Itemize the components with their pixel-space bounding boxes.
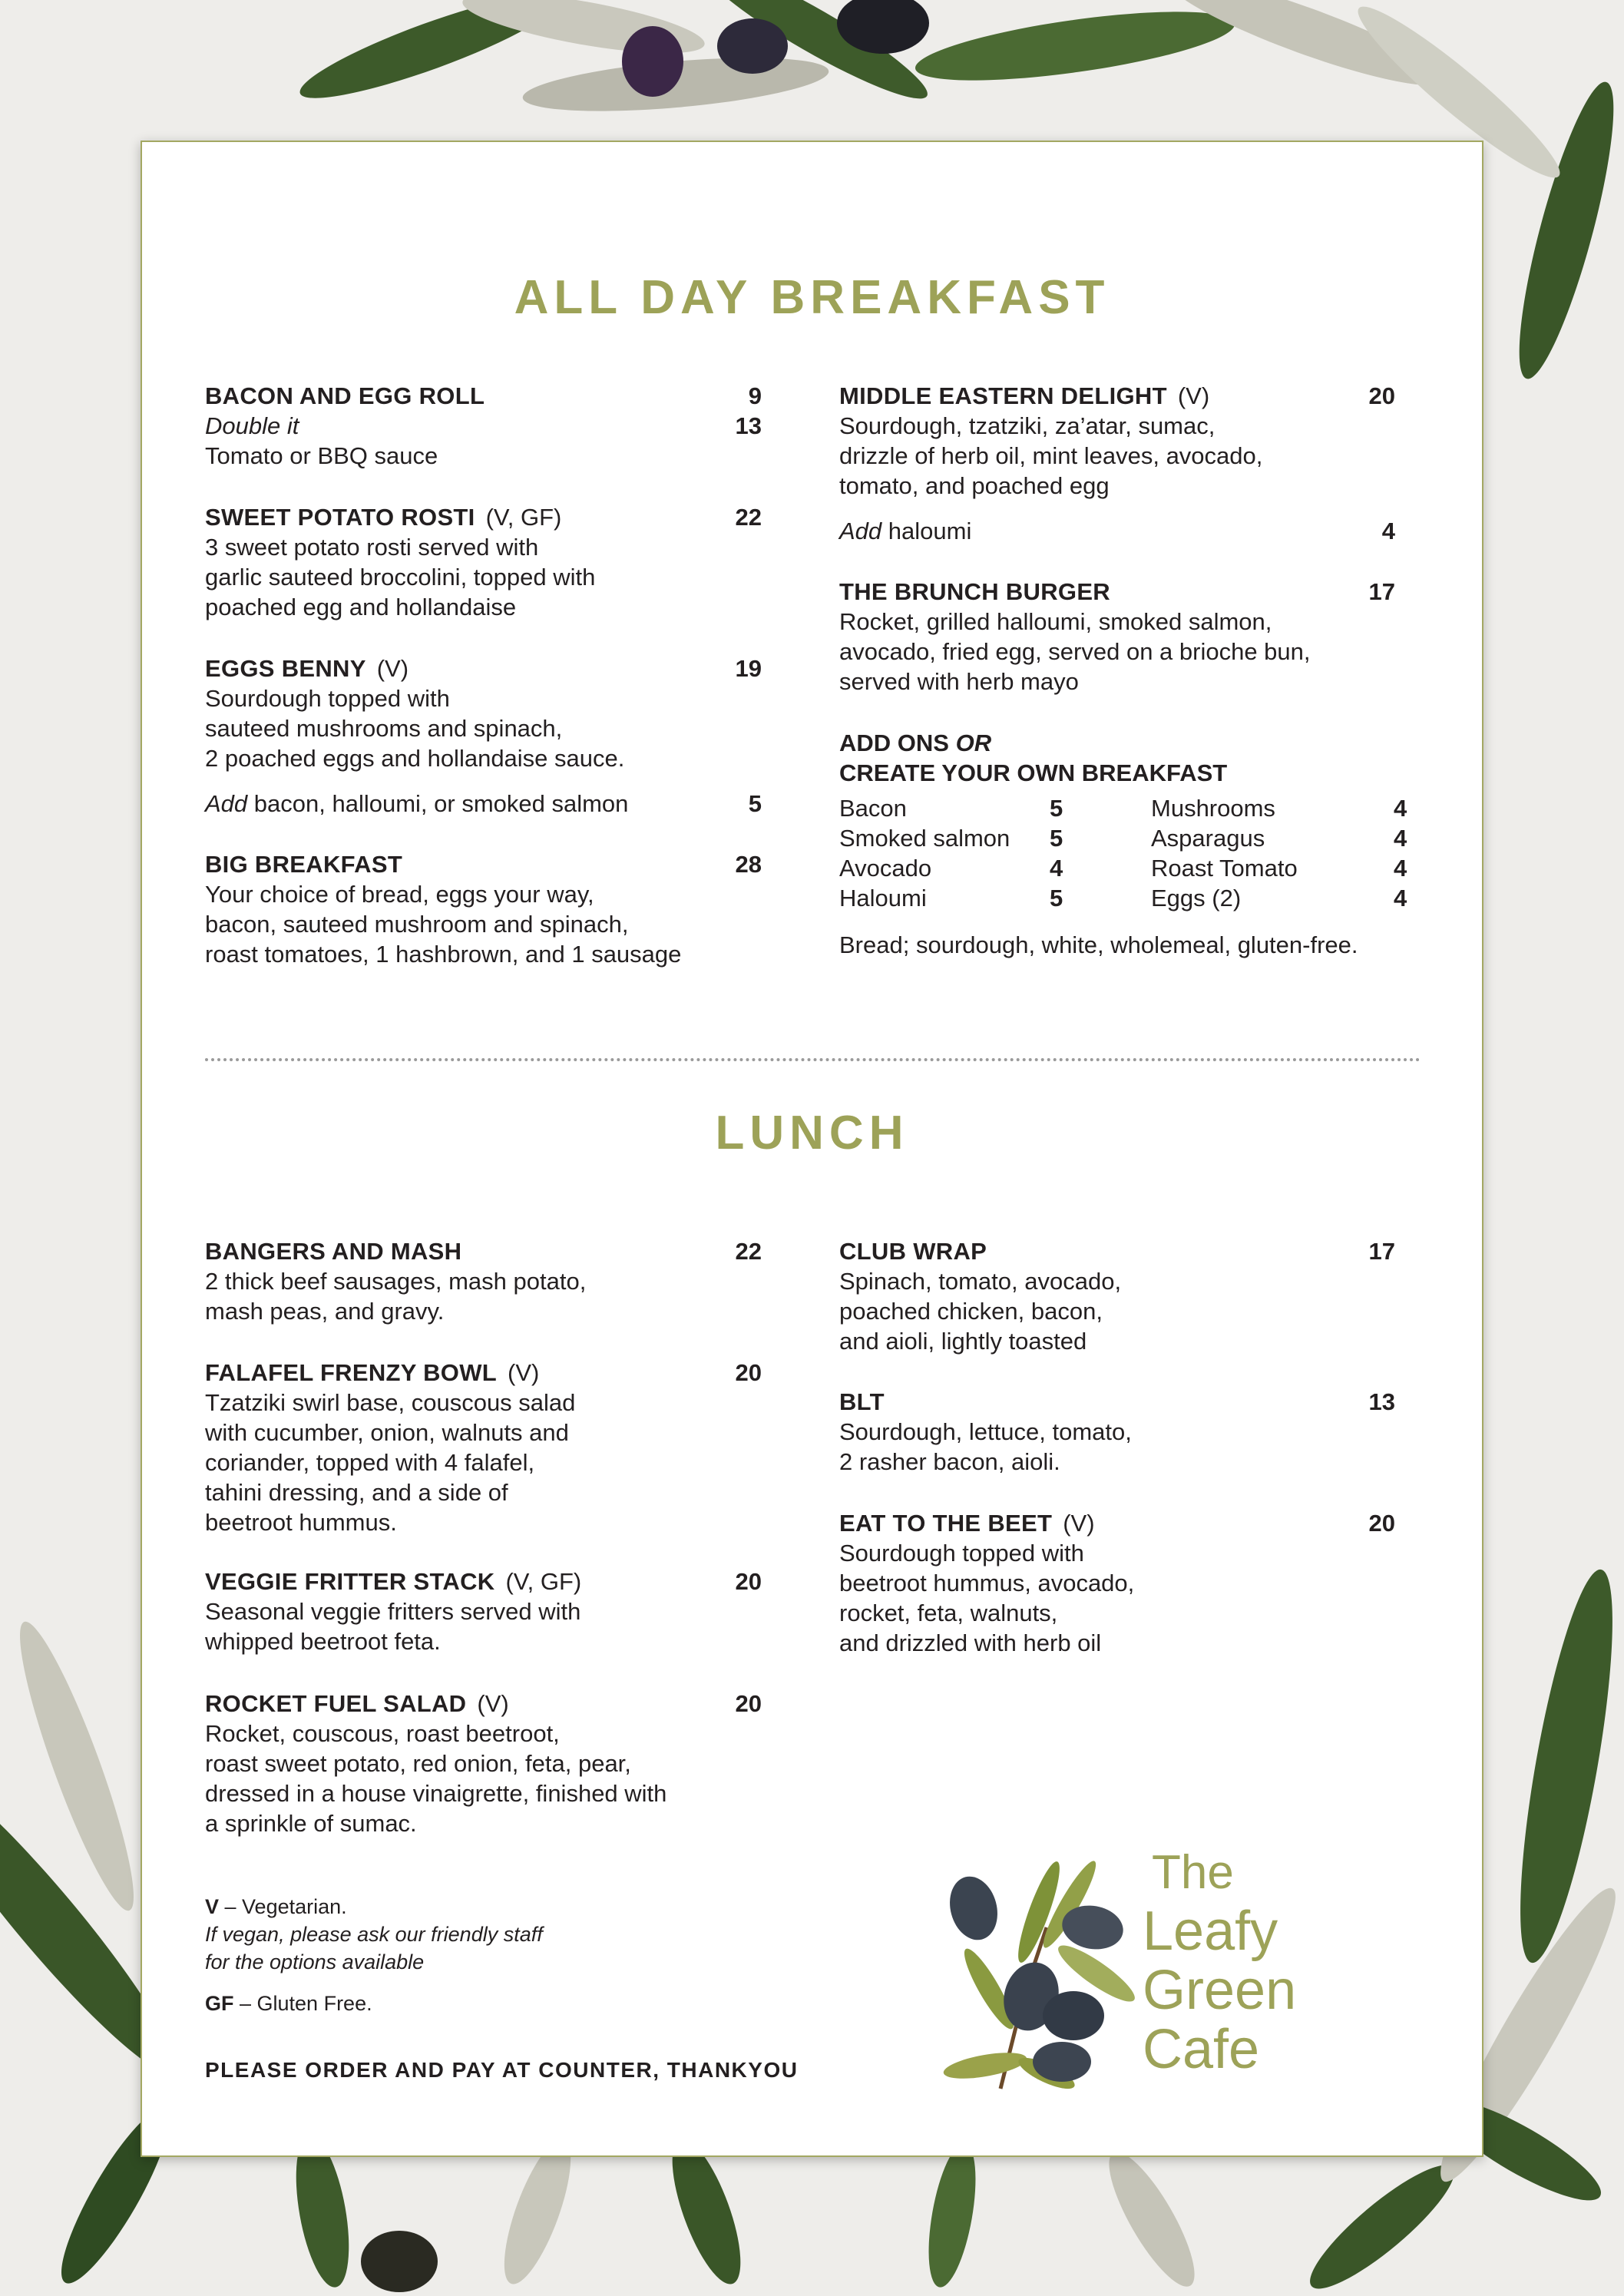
item-variant [205,411,762,441]
item-description-line: served with herb mayo [839,668,1079,695]
variant-price: 13 [735,412,762,439]
item-name: BACON AND EGG ROLL [205,382,485,409]
addon-label: Bacon [839,795,907,822]
addon-price: 4 [1050,855,1063,882]
item-description-line: Rocket, couscous, roast beetroot, [205,1720,560,1747]
item-name: FALAFEL FRENZY BOWL [205,1359,497,1386]
item-description-line: a sprinkle of sumac. [205,1810,417,1837]
olive-leaf-decoration [911,0,1238,94]
addon-price: 5 [1050,885,1063,911]
item-description-line: avocado, fried egg, served on a brioche bun, [839,638,1311,665]
item-header [205,502,762,532]
logo-wordmark [1143,1843,1296,2079]
item-price: 28 [735,851,762,878]
vegan-note-1: If vegan, please ask our friendly staff [205,1923,543,1946]
item-description-line: Your choice of bread, eggs your way, [205,881,594,908]
addons-row [839,853,1407,883]
item-price: 20 [1368,1510,1395,1537]
addons-title-b: CREATE YOUR OWN BREAKFAST [839,759,1228,786]
menu-item [839,1387,1395,1477]
add-prefix: Add [839,518,882,544]
item-price: 22 [735,504,762,531]
olive-leaf-decoration [717,18,788,74]
gf-text: – Gluten Free. [233,1992,372,2015]
v-key: V [205,1895,220,1918]
item-price: 17 [1368,1238,1395,1265]
item-header [839,381,1395,411]
item-title [839,1508,1095,1538]
item-add-on [205,789,762,819]
olive-leaf-decoration [920,2140,984,2291]
addon-label: Asparagus [1151,825,1265,852]
item-price: 17 [1368,578,1395,605]
addons-row [839,793,1407,823]
item-dietary-tags: (V) [376,655,409,682]
item-header [205,849,762,879]
olive-branch-icon [931,1843,1146,2096]
addon-label: Haloumi [839,885,927,911]
item-description-line: 3 sweet potato rosti served with [205,534,539,561]
item-description-line: poached egg and hollandaise [205,594,517,620]
menu-item [205,502,762,622]
item-price: 20 [1368,382,1395,409]
item-description-line: poached chicken, bacon, [839,1298,1103,1325]
section-divider [205,1058,1421,1061]
item-description-line: bacon, sauteed mushroom and spinach, [205,911,629,938]
addon-label: Mushrooms [1151,795,1275,822]
item-price: 9 [748,382,762,409]
menu-item [839,1236,1395,1356]
item-title [205,653,408,683]
olive-leaf-decoration [1095,2142,1209,2296]
item-description-line: tomato, and poached egg [839,472,1110,499]
vegan-note-2: for the options available [205,1950,425,1973]
menu-item [839,381,1395,546]
menu-item [205,849,762,969]
item-name: BIG BREAKFAST [205,851,403,878]
order-note: PLEASE ORDER AND PAY AT COUNTER, THANKYOU [205,2058,799,2082]
item-title [205,381,485,411]
item-name: MIDDLE EASTERN DELIGHT [839,382,1167,409]
item-price: 22 [735,1238,762,1265]
item-description-line: Sourdough, lettuce, tomato, [839,1418,1132,1445]
item-price: 13 [1368,1388,1395,1415]
addon-price: 5 [1050,795,1063,822]
addons-title-a: ADD ONS [839,729,956,756]
addons-title-or: OR [955,729,992,756]
item-name: BLT [839,1388,885,1415]
item-dietary-tags: (V, GF) [505,1568,582,1595]
item-description-line: Sourdough topped with [839,1540,1084,1567]
item-description-line: Sourdough topped with [205,685,450,712]
logo-cafe: Cafe [1143,2019,1260,2080]
item-header [205,653,762,683]
item-name: VEGGIE FRITTER STACK [205,1568,495,1595]
gluten-free-key [205,1990,372,2017]
item-header [205,1567,762,1596]
addon-price: 4 [1394,855,1407,882]
menu-item [839,1508,1395,1658]
bread-options: Bread; sourdough, white, wholemeal, gluten-free. [839,931,1358,958]
cafe-logo [931,1843,1361,2096]
item-title [839,1387,885,1417]
item-header [205,381,762,411]
item-price: 19 [735,655,762,682]
add-prefix: Add [205,790,248,817]
item-description-line: roast tomatoes, 1 hashbrown, and 1 sausage [205,941,682,968]
olive-leaf-decoration [622,26,683,97]
addon-price: 5 [1050,825,1063,852]
item-title [205,849,402,879]
item-description-line: and aioli, lightly toasted [839,1328,1087,1355]
add-text: bacon, halloumi, or smoked salmon [247,790,629,817]
item-description-line: Seasonal veggie fritters served with [205,1598,581,1625]
olive-leaf-decoration [361,2231,438,2292]
item-description-line: tahini dressing, and a side of [205,1479,508,1506]
addons-row [839,823,1407,853]
logo-leafy: Leafy [1143,1901,1278,1962]
item-name: EGGS BENNY [205,655,366,682]
add-on-text [205,789,628,819]
add-on-price: 5 [748,790,762,817]
addon-price: 4 [1394,885,1407,911]
item-name: BANGERS AND MASH [205,1238,462,1265]
menu-item [205,653,762,819]
item-description-line: dressed in a house vinaigrette, finished with [205,1780,667,1807]
addons-table [839,793,1407,913]
menu-item [205,381,762,471]
item-header [839,1387,1395,1417]
breakfast-heading: ALL DAY BREAKFAST [514,271,1110,324]
gf-key: GF [205,1992,234,2015]
item-dietary-tags: (V) [508,1359,540,1386]
item-dietary-tags: (V) [1063,1510,1095,1537]
item-name: ROCKET FUEL SALAD [205,1690,467,1717]
item-description-line: drizzle of herb oil, mint leaves, avocado, [839,442,1263,469]
item-description-line: sauteed mushrooms and spinach, [205,715,563,742]
logo-the: The [1152,1846,1234,1899]
item-dietary-tags: (V) [477,1690,509,1717]
item-header [839,1508,1395,1538]
item-title [839,381,1209,411]
addon-label: Smoked salmon [839,825,1010,852]
add-text: haloumi [881,518,972,544]
item-price: 20 [735,1359,762,1386]
item-description-line: roast sweet potato, red onion, feta, pear, [205,1750,631,1777]
item-description-line: Tomato or BBQ sauce [205,442,438,469]
item-header [205,1236,762,1266]
item-description-line: and drizzled with herb oil [839,1629,1102,1656]
item-description-line: coriander, topped with 4 falafel, [205,1449,535,1476]
menu-item [205,1689,762,1838]
item-description-line: garlic sauteed broccolini, topped with [205,564,596,591]
addons-title [839,728,1227,788]
item-title [839,577,1110,607]
addon-label: Avocado [839,855,932,882]
item-description-line: Spinach, tomato, avocado, [839,1268,1122,1295]
menu-item [839,577,1395,696]
item-description-line: Rocket, grilled halloumi, smoked salmon, [839,608,1272,635]
add-on-text [839,516,971,546]
item-title [205,502,561,532]
item-description-line: 2 thick beef sausages, mash potato, [205,1268,587,1295]
item-description-line: with cucumber, onion, walnuts and [205,1419,569,1446]
item-dietary-tags: (V) [1177,382,1210,409]
addon-label: Eggs (2) [1151,885,1242,911]
item-header [205,1358,762,1388]
item-title [205,1236,461,1266]
item-description-line: beetroot hummus, avocado, [839,1570,1135,1596]
menu-item [205,1358,762,1537]
item-price: 20 [735,1690,762,1717]
item-title [205,1567,581,1596]
addons-row [839,883,1407,913]
item-description-line: whipped beetroot feta. [205,1628,441,1655]
item-name: THE BRUNCH BURGER [839,578,1110,605]
item-name: EAT TO THE BEET [839,1510,1053,1537]
item-description-line: Sourdough, tzatziki, za’atar, sumac, [839,412,1216,439]
item-price: 20 [735,1568,762,1595]
item-header [839,577,1395,607]
item-description-line: mash peas, and gravy. [205,1298,445,1325]
add-on-price: 4 [1381,518,1395,544]
item-title [839,1236,987,1266]
addon-label: Roast Tomato [1151,855,1298,882]
item-name: CLUB WRAP [839,1238,987,1265]
addon-price: 4 [1394,795,1407,822]
item-description-line: beetroot hummus. [205,1509,397,1536]
v-text: – Vegetarian. [219,1895,347,1918]
menu-item [205,1567,762,1656]
lunch-heading: LUNCH [715,1107,909,1160]
item-header [205,1689,762,1719]
item-add-on [839,516,1395,546]
menu-item [205,1236,762,1326]
vegetarian-key [205,1894,347,1921]
item-header [839,1236,1395,1266]
addon-price: 4 [1394,825,1407,852]
item-dietary-tags: (V, GF) [485,504,562,531]
item-description-line: Tzatziki swirl base, couscous salad [205,1389,576,1416]
item-name: SWEET POTATO ROSTI [205,504,475,531]
variant-label: Double it [205,412,299,439]
item-description-line: 2 poached eggs and hollandaise sauce. [205,745,625,772]
item-title [205,1358,539,1388]
item-description-line: rocket, feta, walnuts, [839,1600,1058,1626]
logo-green: Green [1143,1960,1297,2021]
item-description-line: 2 rasher bacon, aioli. [839,1448,1060,1475]
item-title [205,1689,509,1719]
